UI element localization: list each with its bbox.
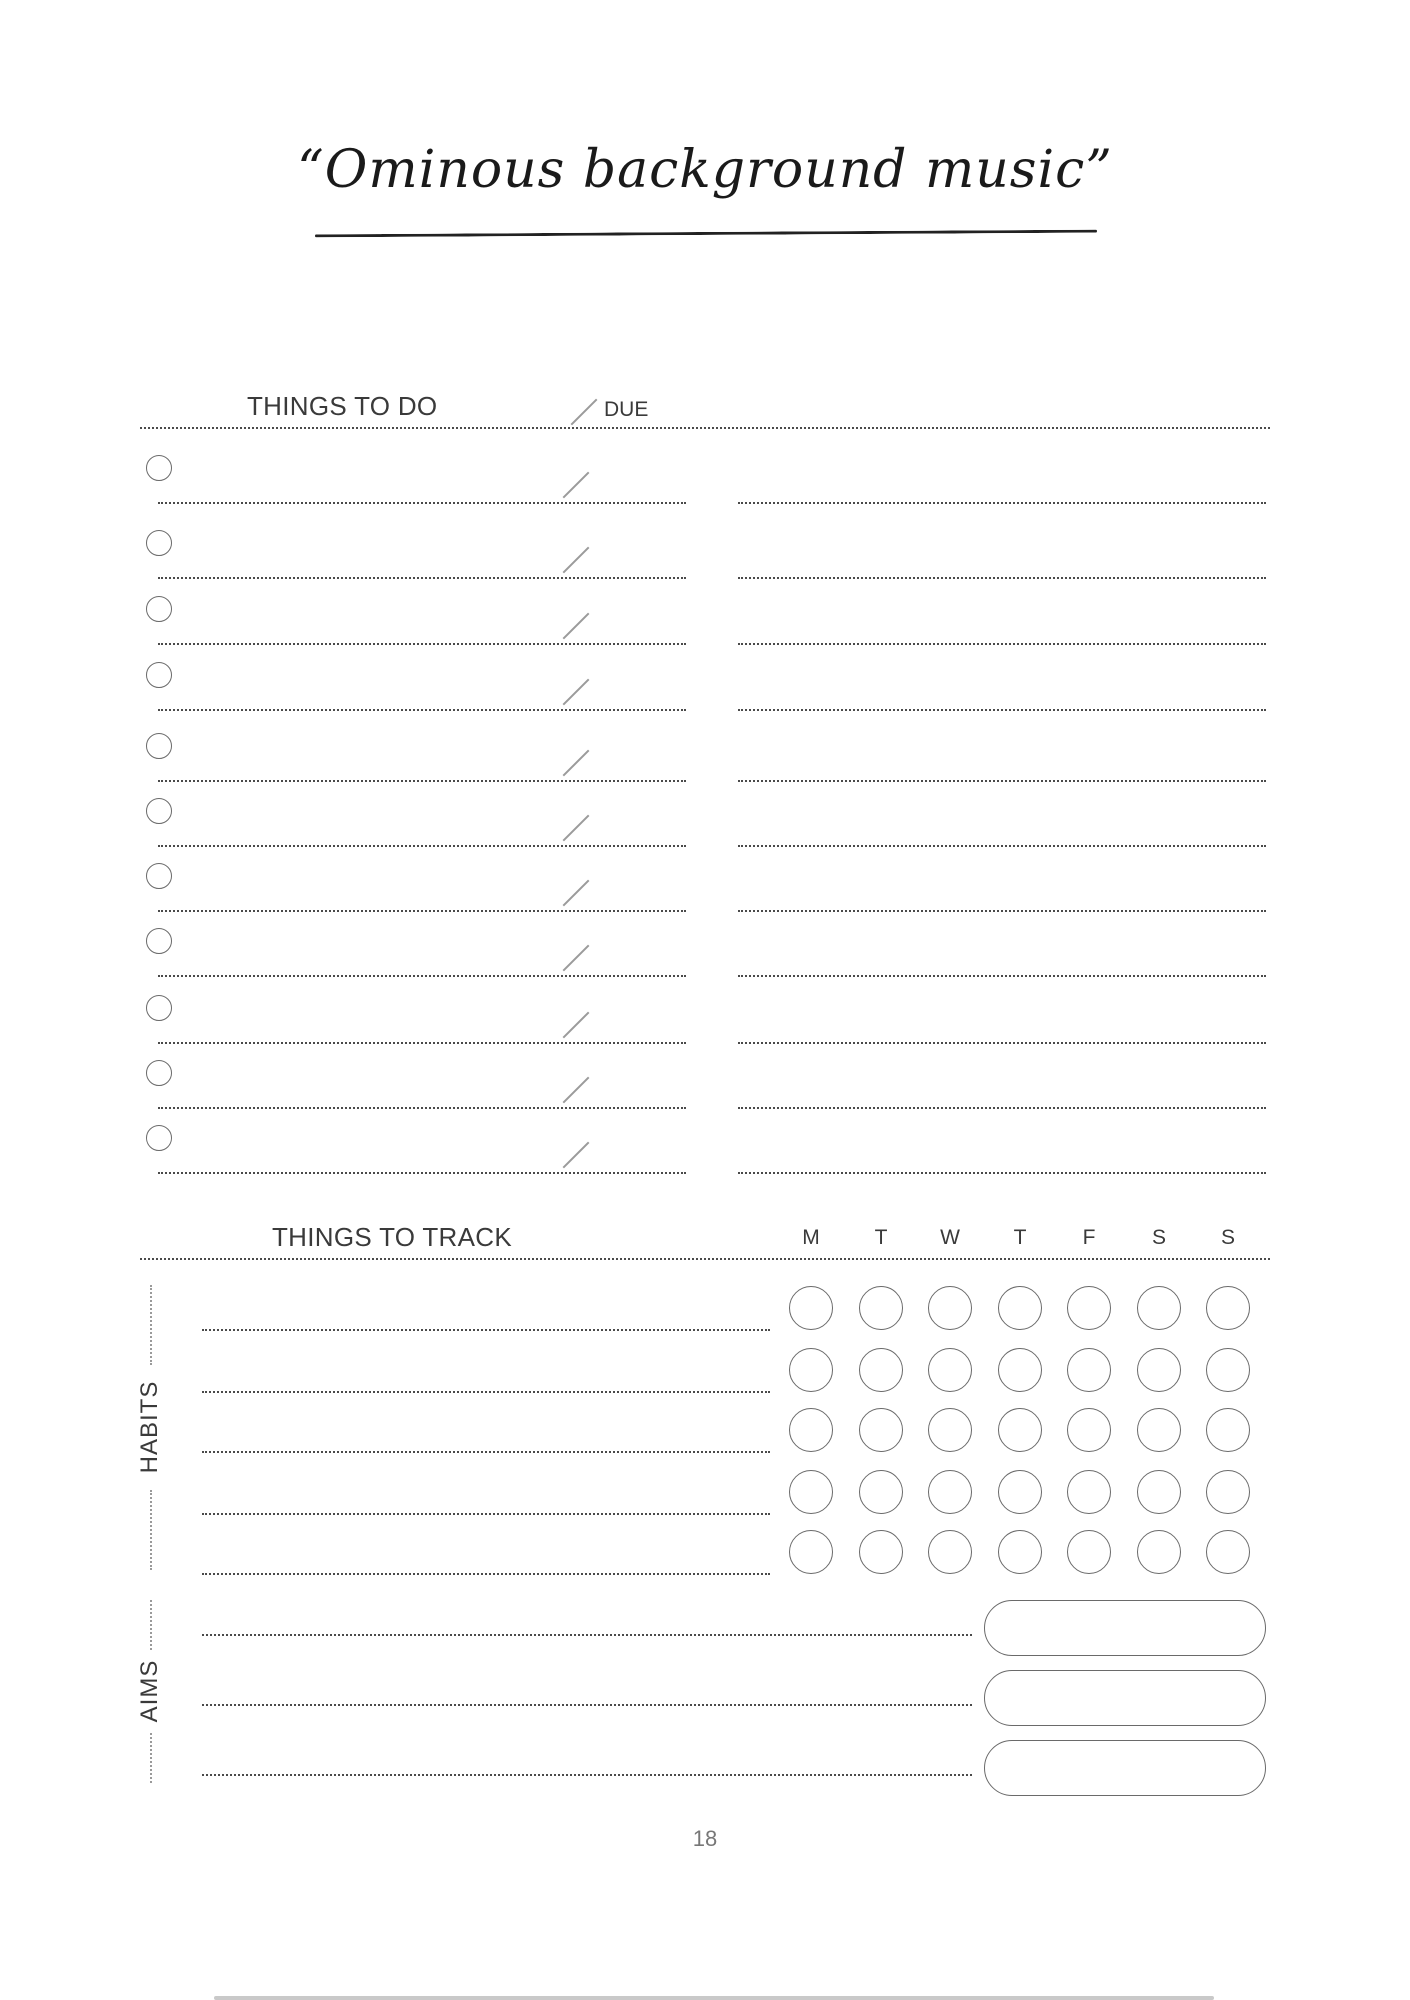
todo-due-slash — [563, 1142, 590, 1169]
habit-day-circle[interactable] — [789, 1348, 833, 1392]
todo-task-line[interactable] — [158, 780, 686, 782]
habit-day-circle[interactable] — [1206, 1408, 1250, 1452]
habit-day-circle[interactable] — [1206, 1286, 1250, 1330]
habit-line[interactable] — [202, 1513, 770, 1515]
habit-day-circle[interactable] — [1137, 1530, 1181, 1574]
habit-day-circle[interactable] — [1206, 1470, 1250, 1514]
habit-day-circle[interactable] — [1206, 1348, 1250, 1392]
todo-task-line[interactable] — [158, 709, 686, 711]
habit-line[interactable] — [202, 1391, 770, 1393]
aim-line[interactable] — [202, 1634, 972, 1636]
weekday-label: M — [802, 1226, 820, 1249]
habit-day-circle[interactable] — [859, 1286, 903, 1330]
todo-checkbox[interactable] — [146, 995, 172, 1021]
habit-day-circle[interactable] — [928, 1348, 972, 1392]
aim-progress-box[interactable] — [984, 1600, 1266, 1656]
todo-checkbox[interactable] — [146, 928, 172, 954]
habit-day-circle[interactable] — [928, 1408, 972, 1452]
todo-due-line[interactable] — [738, 1042, 1266, 1044]
todo-due-line[interactable] — [738, 577, 1266, 579]
todo-due-slash — [563, 613, 590, 640]
todo-due-slash — [563, 547, 590, 574]
weekday-label: S — [1220, 1226, 1235, 1249]
todo-due-slash — [563, 945, 590, 972]
todo-task-line[interactable] — [158, 502, 686, 504]
todo-checkbox[interactable] — [146, 530, 172, 556]
todo-due-slash — [563, 750, 590, 777]
habits-divider-top — [150, 1285, 152, 1365]
habit-day-circle[interactable] — [928, 1530, 972, 1574]
weekday-label: W — [940, 1226, 960, 1249]
habit-day-circle[interactable] — [998, 1530, 1042, 1574]
habit-day-circle[interactable] — [1137, 1408, 1181, 1452]
due-label: DUE — [604, 398, 649, 421]
habit-day-circle[interactable] — [859, 1470, 903, 1514]
habit-day-circle[interactable] — [1067, 1470, 1111, 1514]
habit-day-circle[interactable] — [859, 1408, 903, 1452]
habit-day-circle[interactable] — [789, 1470, 833, 1514]
aim-progress-box[interactable] — [984, 1740, 1266, 1796]
todo-due-line[interactable] — [738, 502, 1266, 504]
due-slash — [571, 399, 598, 426]
todo-due-slash — [563, 880, 590, 907]
habit-day-circle[interactable] — [859, 1348, 903, 1392]
todo-checkbox[interactable] — [146, 863, 172, 889]
weekday-label: F — [1082, 1226, 1096, 1249]
habits-divider-bottom — [150, 1490, 152, 1570]
todo-checkbox[interactable] — [146, 1125, 172, 1151]
todo-checkbox[interactable] — [146, 596, 172, 622]
habit-day-circle[interactable] — [789, 1530, 833, 1574]
page-number: 18 — [692, 1826, 718, 1851]
habit-day-circle[interactable] — [1137, 1470, 1181, 1514]
aims-divider-bottom — [150, 1733, 152, 1783]
habit-day-circle[interactable] — [1137, 1348, 1181, 1392]
weekday-label: T — [874, 1226, 888, 1249]
todo-due-slash — [563, 472, 590, 499]
weekday-label: T — [1013, 1226, 1027, 1249]
page-title: “Ominous background music” — [297, 140, 1113, 200]
habit-day-circle[interactable] — [1137, 1286, 1181, 1330]
todo-task-line[interactable] — [158, 1107, 686, 1109]
things-to-track-heading: THINGS TO TRACK — [272, 1222, 512, 1252]
habit-day-circle[interactable] — [998, 1286, 1042, 1330]
todo-due-line[interactable] — [738, 845, 1266, 847]
things-to-do-heading: THINGS TO DO — [247, 391, 438, 421]
todo-header-rule — [140, 427, 1270, 429]
todo-task-line[interactable] — [158, 643, 686, 645]
todo-due-line[interactable] — [738, 1172, 1266, 1174]
habit-line[interactable] — [202, 1573, 770, 1575]
habit-day-circle[interactable] — [998, 1408, 1042, 1452]
habit-day-circle[interactable] — [928, 1470, 972, 1514]
todo-checkbox[interactable] — [146, 798, 172, 824]
habit-day-circle[interactable] — [1206, 1530, 1250, 1574]
aims-label: AIMS — [136, 1659, 163, 1723]
todo-due-slash — [563, 679, 590, 706]
aim-line[interactable] — [202, 1774, 972, 1776]
todo-due-line[interactable] — [738, 709, 1266, 711]
todo-task-line[interactable] — [158, 1172, 686, 1174]
todo-due-line[interactable] — [738, 780, 1266, 782]
todo-due-line[interactable] — [738, 975, 1266, 977]
bottom-scrollbar — [214, 1996, 1214, 2000]
todo-checkbox[interactable] — [146, 733, 172, 759]
habit-line[interactable] — [202, 1329, 770, 1331]
todo-due-line[interactable] — [738, 643, 1266, 645]
habit-day-circle[interactable] — [859, 1530, 903, 1574]
track-header-rule — [140, 1258, 1270, 1260]
todo-due-slash — [563, 815, 590, 842]
todo-task-line[interactable] — [158, 845, 686, 847]
habit-day-circle[interactable] — [789, 1286, 833, 1330]
weekday-label: S — [1151, 1226, 1166, 1249]
todo-task-line[interactable] — [158, 910, 686, 912]
habit-day-circle[interactable] — [998, 1470, 1042, 1514]
todo-task-line[interactable] — [158, 577, 686, 579]
habit-day-circle[interactable] — [1067, 1408, 1111, 1452]
todo-task-line[interactable] — [158, 975, 686, 977]
aim-line[interactable] — [202, 1704, 972, 1706]
habit-day-circle[interactable] — [998, 1348, 1042, 1392]
aim-progress-box[interactable] — [984, 1670, 1266, 1726]
habit-day-circle[interactable] — [1067, 1348, 1111, 1392]
habit-day-circle[interactable] — [1067, 1530, 1111, 1574]
habits-label: HABITS — [136, 1380, 163, 1474]
todo-checkbox[interactable] — [146, 1060, 172, 1086]
todo-due-line[interactable] — [738, 1107, 1266, 1109]
title-underline — [315, 230, 1097, 238]
todo-checkbox[interactable] — [146, 455, 172, 481]
todo-task-line[interactable] — [158, 1042, 686, 1044]
habit-line[interactable] — [202, 1451, 770, 1453]
habit-day-circle[interactable] — [928, 1286, 972, 1330]
todo-due-slash — [563, 1012, 590, 1039]
habit-day-circle[interactable] — [1067, 1286, 1111, 1330]
todo-due-slash — [563, 1077, 590, 1104]
todo-due-line[interactable] — [738, 910, 1266, 912]
todo-checkbox[interactable] — [146, 662, 172, 688]
habit-day-circle[interactable] — [789, 1408, 833, 1452]
